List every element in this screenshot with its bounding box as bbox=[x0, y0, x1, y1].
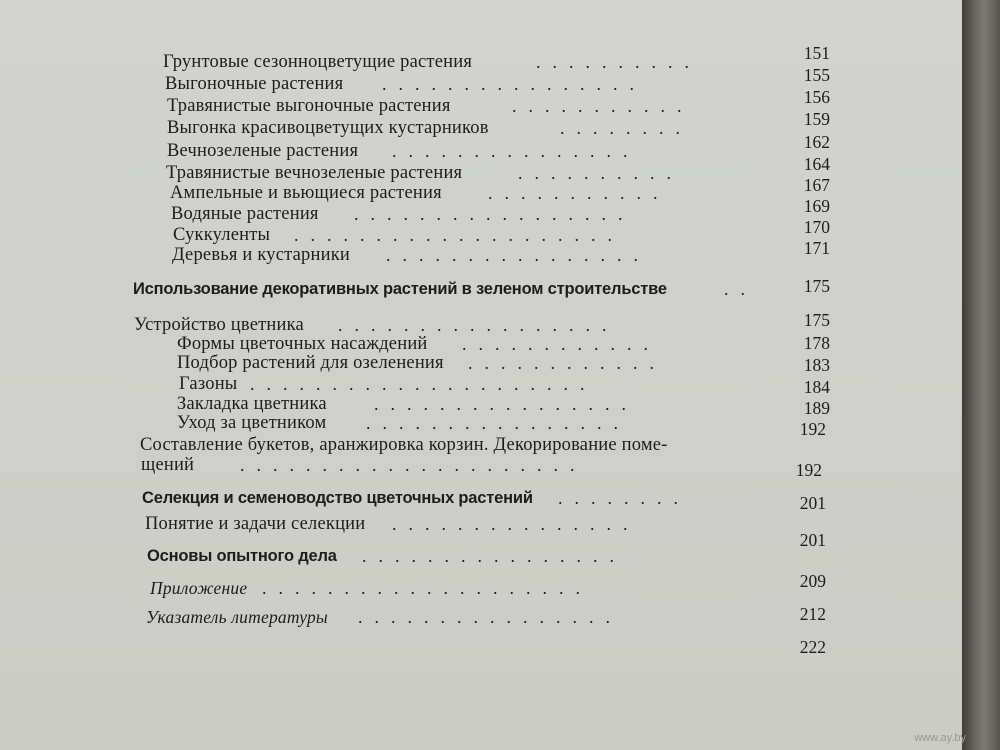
toc-entry-title: Вечнозеленые растения bbox=[167, 141, 359, 161]
toc-entry-title: Водяные растения bbox=[171, 204, 319, 224]
toc-entry-page: 192 bbox=[795, 460, 822, 480]
leader-dots: .................... bbox=[262, 578, 592, 598]
toc-section-title: Основы опытного дела bbox=[147, 547, 337, 565]
toc-entry-page: 178 bbox=[803, 333, 830, 353]
toc-entry-title-line2: щений bbox=[141, 455, 195, 475]
toc-entry-page: 212 bbox=[799, 604, 826, 624]
toc-entry-title: Выгоночные растения bbox=[165, 74, 344, 94]
toc-entry-page: 192 bbox=[799, 419, 826, 439]
leader-dots: ................ bbox=[358, 607, 622, 627]
toc-entry-page: 164 bbox=[803, 154, 830, 174]
toc-entry-title: Подбор растений для озеленения bbox=[177, 353, 444, 373]
toc-entry-title: Ампельные и вьющиеся растения bbox=[170, 183, 442, 203]
toc-entry-page: 162 bbox=[803, 132, 830, 152]
toc-entry-title: Газоны bbox=[179, 374, 238, 394]
toc-section-title: Использование декоративных растений в зеленом строительстве bbox=[133, 280, 667, 298]
leader-dots: ............ bbox=[462, 334, 660, 354]
toc-entry-title: Грунтовые сезонноцветущие растения bbox=[163, 52, 473, 72]
toc-entry-page: 209 bbox=[799, 571, 826, 591]
watermark: www.ay.by bbox=[914, 732, 966, 744]
toc-entry-page: 201 bbox=[799, 530, 826, 550]
toc-entry-title: Травянистые вечнозеленые растения bbox=[166, 163, 463, 183]
leader-dots: ............ bbox=[468, 353, 666, 373]
toc-entry-page: 175 bbox=[803, 310, 830, 330]
leader-dots: ................ bbox=[366, 413, 630, 433]
toc-entry-page: 201 bbox=[799, 493, 826, 513]
toc-entry-title: Выгонка красивоцветущих кустарников bbox=[167, 118, 489, 138]
toc-entry-title: Приложение bbox=[150, 578, 248, 598]
toc-entry-title: Устройство цветника bbox=[134, 315, 304, 335]
leader-dots: ................. bbox=[338, 315, 619, 335]
toc-entry-title: Формы цветочных насаждений bbox=[177, 334, 428, 354]
toc-entry-title: Деревья и кустарники bbox=[172, 245, 350, 265]
toc-entry-title-line1: Составление букетов, аранжировка корзин. Декорирование поме- bbox=[140, 435, 668, 455]
toc-entry-page: 189 bbox=[803, 398, 830, 418]
leader-dots: ........ bbox=[558, 488, 690, 508]
toc-entry-title: Указатель литературы bbox=[146, 607, 328, 627]
leader-dots: ................ bbox=[382, 74, 646, 94]
toc-entry-page: 183 bbox=[803, 355, 830, 375]
toc-entry-page: 222 bbox=[799, 637, 826, 657]
leader-dots: ........... bbox=[512, 96, 694, 116]
toc-entry-title: Уход за цветником bbox=[177, 413, 327, 433]
toc-entry-page: 156 bbox=[803, 87, 830, 107]
leader-dots: ................ bbox=[374, 394, 638, 414]
leader-dots: .. bbox=[724, 279, 757, 299]
leader-dots: ........... bbox=[488, 183, 670, 203]
toc-entry-page: 184 bbox=[803, 377, 830, 397]
leader-dots: .................... bbox=[294, 225, 624, 245]
leader-dots: ........ bbox=[560, 118, 692, 138]
toc-entry-page: 171 bbox=[803, 238, 830, 258]
toc-entry-title: Травянистые выгоночные растения bbox=[167, 96, 451, 116]
toc-section-title: Селекция и семеноводство цветочных растений bbox=[142, 489, 533, 507]
leader-dots: ................ bbox=[362, 546, 626, 566]
leader-dots: .......... bbox=[518, 163, 683, 183]
toc-entry-page: 151 bbox=[803, 43, 830, 63]
leader-dots: ..................... bbox=[240, 455, 587, 475]
toc-entry-title: Понятие и задачи селекции bbox=[145, 514, 366, 534]
toc-entry-page: 175 bbox=[803, 276, 830, 296]
toc-entry-page: 159 bbox=[803, 109, 830, 129]
leader-dots: ..................... bbox=[250, 374, 597, 394]
toc-entry-page: 170 bbox=[803, 217, 830, 237]
leader-dots: ............... bbox=[392, 141, 640, 161]
toc-entry-page: 169 bbox=[803, 196, 830, 216]
toc-entry-title: Суккуленты bbox=[173, 225, 271, 245]
leader-dots: ............... bbox=[392, 514, 640, 534]
toc-entry-title: Закладка цветника bbox=[177, 394, 327, 414]
toc-entry-page: 155 bbox=[803, 65, 830, 85]
toc-entry-page: 167 bbox=[803, 175, 830, 195]
leader-dots: ................. bbox=[354, 204, 635, 224]
leader-dots: .......... bbox=[536, 52, 701, 72]
leader-dots: ................ bbox=[386, 245, 650, 265]
